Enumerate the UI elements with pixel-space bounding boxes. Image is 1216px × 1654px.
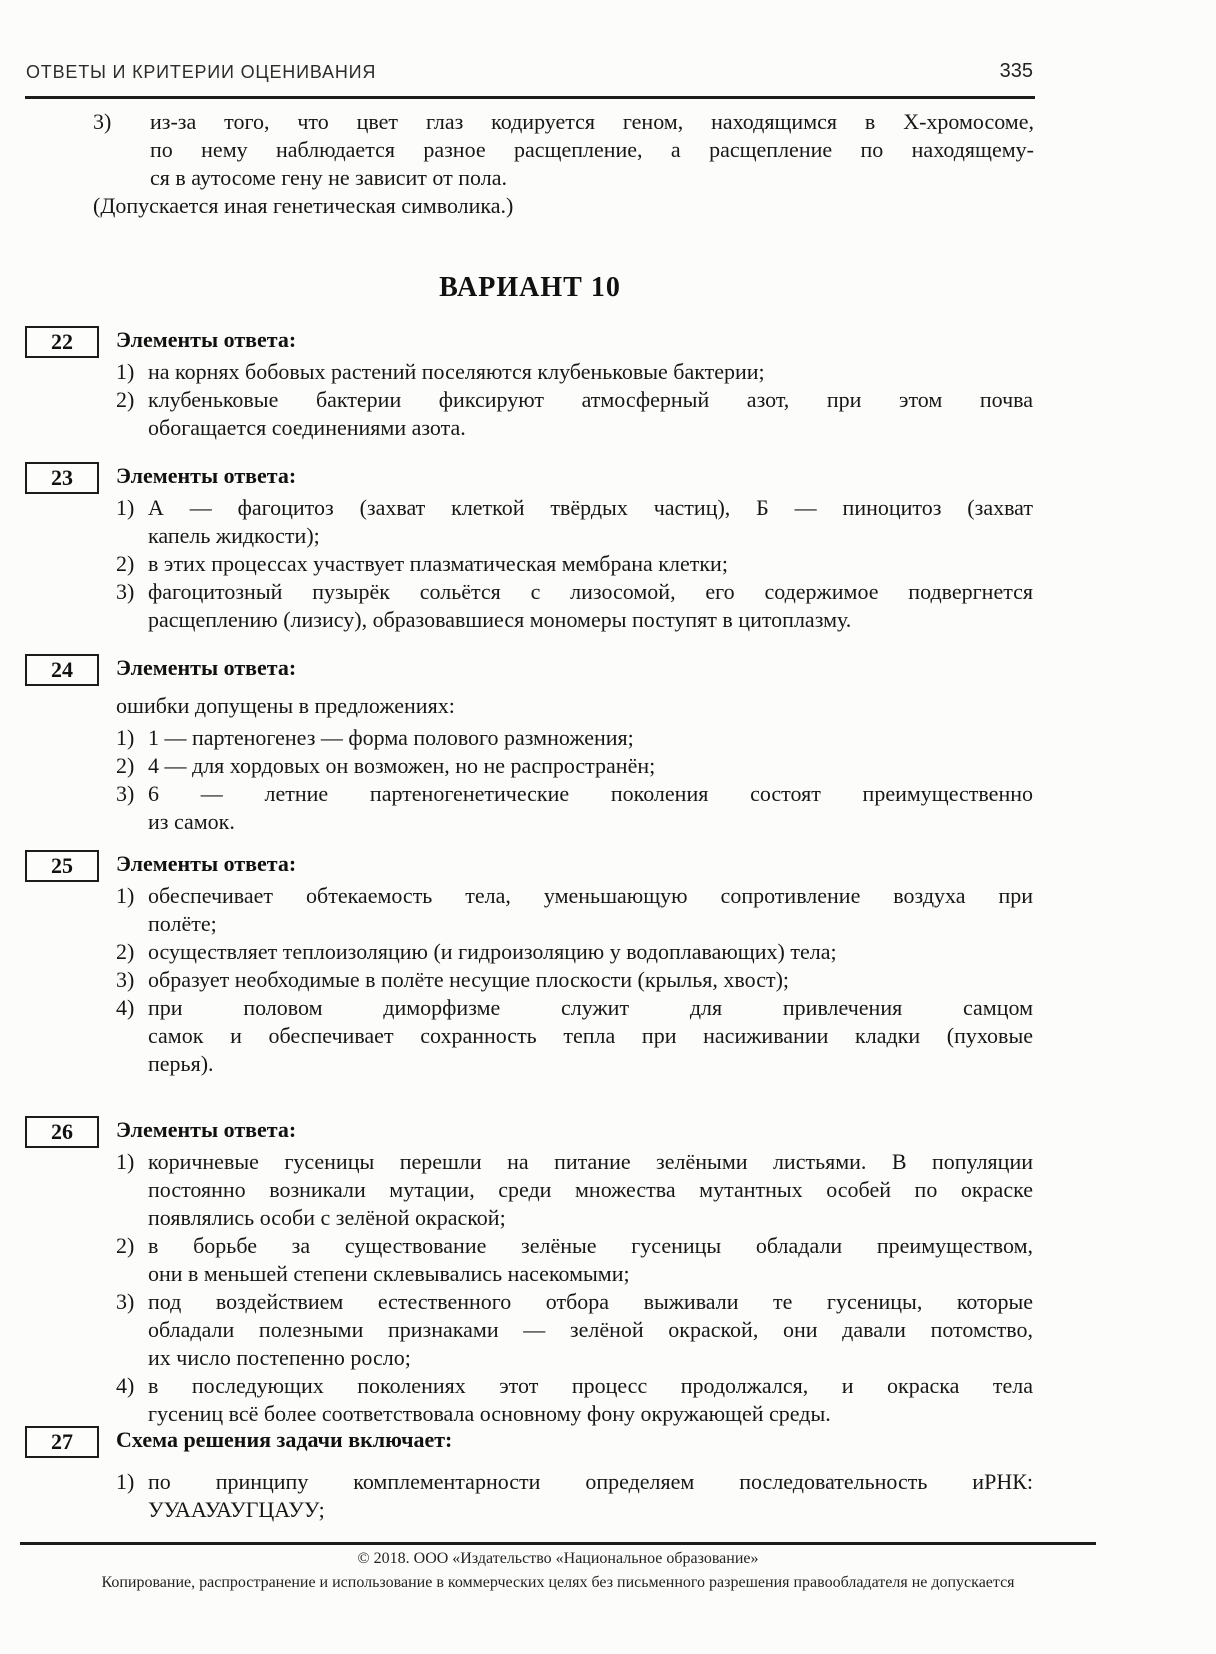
item-marker: 1): [116, 1149, 135, 1174]
answer-heading: Элементы ответа:: [116, 655, 297, 680]
answer-item: [116, 1232, 1033, 1288]
variant-title: ВАРИАНТ 10: [439, 272, 621, 303]
answer-item: [116, 550, 1033, 578]
item-line: ся в аутосоме гену не зависит от пола.: [150, 165, 507, 190]
item-line: на корнях бобовых растений поселяются клубеньковые бактерии;: [148, 359, 765, 384]
answer-items: [116, 494, 1033, 634]
item-line: появлялись особи с зелёной окраской;: [148, 1205, 506, 1230]
intro-note: (Допускается иная генетическая символика.): [93, 193, 514, 218]
answer-number: 26: [51, 1119, 73, 1144]
item-line: обладали полезными признаками — зелёной окраской, они давали потомство,: [148, 1317, 1033, 1342]
item-marker: 1): [116, 1469, 135, 1494]
item-line: перья).: [148, 1051, 214, 1076]
answer-text-column: [116, 326, 1033, 442]
footer-legal-notice: Копирование, распространение и использование в коммерческих целях без письменного разрешения правообладателя не допускается: [101, 1574, 1015, 1591]
answer-item: [116, 1372, 1033, 1428]
item-line: фагоцитозный пузырёк сольётся с лизосомой, его содержимое подвергнется: [148, 579, 1033, 604]
answer-item: [116, 578, 1033, 634]
answer-text-column: [116, 654, 1033, 836]
answer-number: 27: [51, 1429, 73, 1454]
answer-block: [25, 654, 1035, 836]
item-line: 6 — летние партеногенетические поколения состоят преимущественно: [148, 781, 1033, 806]
answer-number: 25: [51, 853, 73, 878]
answer-items: [116, 1148, 1033, 1428]
answer-text-column: [116, 850, 1033, 1078]
item-line: в последующих поколениях этот процесс продолжался, и окраска тела: [148, 1373, 1033, 1398]
item-line: самок и обеспечивает сохранность тепла при насиживании кладки (пуховые: [148, 1023, 1033, 1048]
item-line: их число постепенно росло;: [148, 1345, 411, 1370]
item-marker: 4): [116, 1373, 135, 1398]
item-line: клубеньковые бактерии фиксируют атмосферный азот, при этом почва: [148, 387, 1033, 412]
item-line: гусениц всё более соответствовала основному фону окружающей среды.: [148, 1401, 831, 1426]
answer-item: [116, 1468, 1033, 1524]
answer-text-column: [116, 1426, 1033, 1524]
answer-block: [25, 850, 1035, 1078]
item-line: коричневые гусеницы перешли на питание зелёными листьями. В популяции: [148, 1149, 1033, 1174]
answer-heading: Элементы ответа:: [116, 463, 297, 488]
item-line: капель жидкости);: [148, 523, 320, 548]
item-marker: 2): [116, 551, 135, 576]
item-line: в этих процессах участвует плазматическая мембрана клетки;: [148, 551, 728, 576]
answer-number-box: [25, 654, 99, 686]
answer-block: [25, 462, 1035, 634]
item-marker: 2): [116, 753, 135, 778]
answer-item: [116, 1148, 1033, 1232]
answer-block: [25, 326, 1035, 442]
answer-block: [25, 1426, 1035, 1524]
answer-block: [25, 1116, 1035, 1428]
page-number: 335: [999, 60, 1033, 82]
item-line: из самок.: [148, 809, 235, 834]
answer-item: [116, 724, 1033, 752]
intro-item: [93, 108, 1034, 192]
item-line: УУААУАУГЦАУУ;: [148, 1497, 325, 1522]
answer-item: [116, 780, 1033, 836]
item-marker: 3): [116, 781, 135, 806]
item-marker: 1): [116, 883, 135, 908]
answer-number-box: [25, 326, 99, 358]
item-line: под воздействием естественного отбора выживали те гусеницы, которые: [148, 1289, 1033, 1314]
answer-number-box: [25, 462, 99, 494]
answer-items: [116, 882, 1033, 1078]
item-line: по принципу комплементарности определяем последовательность иРНК:: [148, 1469, 1033, 1494]
running-header-title: ОТВЕТЫ И КРИТЕРИИ ОЦЕНИВАНИЯ: [26, 62, 377, 82]
item-marker: 1): [116, 495, 135, 520]
answer-heading: Схема решения задачи включает:: [116, 1427, 453, 1452]
answer-item: [116, 994, 1033, 1078]
footer-copyright: © 2018. ООО «Издательство «Национальное образование»: [357, 1550, 759, 1567]
item-line: по нему наблюдается разное расщепление, а расщепление по находящему-: [150, 137, 1034, 162]
answer-number: 24: [51, 657, 73, 682]
item-marker: 3): [116, 1289, 135, 1314]
answer-item: [116, 966, 1033, 994]
answer-items: [116, 1468, 1033, 1524]
item-line: образует необходимые в полёте несущие плоскости (крылья, хвост);: [148, 967, 790, 992]
answer-number-box: [25, 1116, 99, 1148]
answer-item: [116, 358, 1033, 386]
item-line: 1 — партеногенез — форма полового размножения;: [148, 725, 634, 750]
answer-item: [116, 938, 1033, 966]
answer-heading: Элементы ответа:: [116, 851, 297, 876]
item-line: в борьбе за существование зелёные гусеницы обладали преимуществом,: [148, 1233, 1033, 1258]
intro-paragraph: [93, 108, 1034, 220]
answer-item: [116, 752, 1033, 780]
answer-item: [116, 386, 1033, 442]
item-marker: 2): [116, 387, 135, 412]
item-line: постоянно возникали мутации, среди множества мутантных особей по окраске: [148, 1177, 1033, 1202]
header-rule: [25, 96, 1035, 99]
item-marker: 3): [93, 109, 112, 134]
item-line: они в меньшей степени склевывались насекомыми;: [148, 1261, 630, 1286]
answer-number-box: [25, 1426, 99, 1458]
answer-number: 22: [51, 329, 73, 354]
answer-item: [116, 1288, 1033, 1372]
item-line: полёте;: [148, 911, 217, 936]
item-marker: 1): [116, 725, 135, 750]
item-marker: 4): [116, 995, 135, 1020]
answer-heading: Элементы ответа:: [116, 1117, 297, 1142]
item-marker: 3): [116, 967, 135, 992]
answer-items: [116, 358, 1033, 442]
answer-text-column: [116, 1116, 1033, 1428]
item-marker: 3): [116, 579, 135, 604]
answer-heading: Элементы ответа:: [116, 327, 297, 352]
answer-item: [116, 882, 1033, 938]
item-line: при половом диморфизме служит для привлечения самцом: [148, 995, 1033, 1020]
item-marker: 2): [116, 939, 135, 964]
item-line: осуществляет теплоизоляцию (и гидроизоляцию у водоплавающих) тела;: [148, 939, 837, 964]
item-line: А — фагоцитоз (захват клеткой твёрдых частиц), Б — пиноцитоз (захват: [148, 495, 1033, 520]
answer-text-column: [116, 462, 1033, 634]
item-line: 4 — для хордовых он возможен, но не распространён;: [148, 753, 656, 778]
answer-items: [116, 724, 1033, 836]
item-marker: 1): [116, 359, 135, 384]
answer-preline: ошибки допущены в предложениях:: [116, 693, 455, 718]
answer-item: [116, 494, 1033, 550]
item-line: расщеплению (лизису), образовавшиеся мономеры поступят в цитоплазму.: [148, 607, 852, 632]
item-line: обогащается соединениями азота.: [148, 415, 466, 440]
item-line: из-за того, что цвет глаз кодируется геном, находящимся в Х-хромосоме,: [150, 109, 1034, 134]
answer-number-box: [25, 850, 99, 882]
item-line: обеспечивает обтекаемость тела, уменьшающую сопротивление воздуха при: [148, 883, 1033, 908]
item-marker: 2): [116, 1233, 135, 1258]
footer-rule: [20, 1542, 1096, 1545]
answer-number: 23: [51, 465, 73, 490]
